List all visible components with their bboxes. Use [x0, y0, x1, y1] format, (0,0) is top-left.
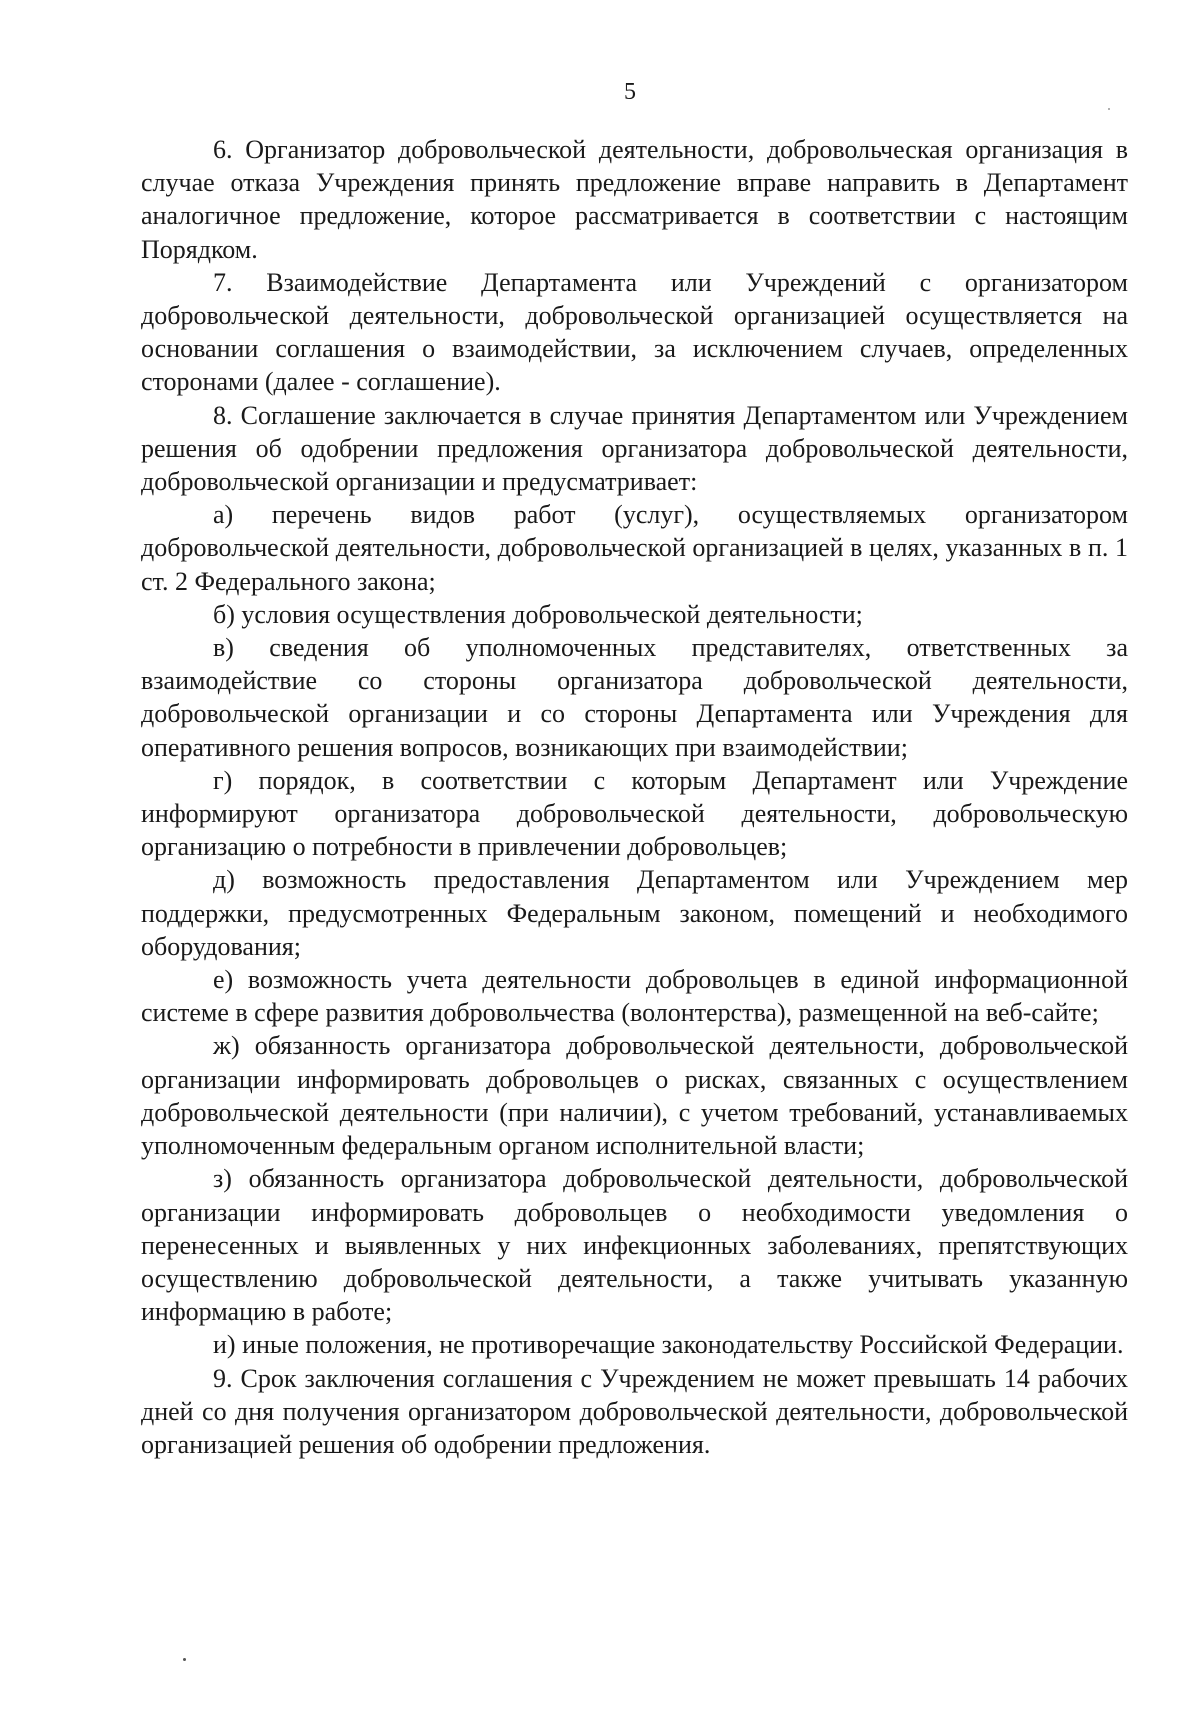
page-number: 5 [624, 79, 636, 105]
list-item-e: е) возможность учета деятельности добровольцев в единой информационной системе в сфере развития добровольчества (волонтерства), размещенной на веб-сайте; [141, 965, 1128, 1028]
list-item-b: б) условия осуществления добровольческой деятельности; [213, 599, 863, 629]
list-item-i: и) иные положения, не противоречащие законодательству Российской Федерации. [213, 1330, 1124, 1360]
paragraph-6: 6. Организатор добровольческой деятельности, добровольческая организация в случае отказа Учреждения принять предложение вправе направить в Департамент аналогичное предложение, которое рассматривается в соответствии с настоящим Порядком. [141, 135, 1128, 264]
paragraph-7: 7. Взаимодействие Департамента или Учреждений с организатором добровольческой деятельности, добровольческой организацией осуществляется на основании соглашения о взаимодействии, за исключением случаев, определенных сторонами (далее - соглашение). [141, 267, 1128, 397]
list-item-z: з) обязанность организатора добровольческой деятельности, добровольческой организации информировать добровольцев о необходимости уведомления о перенесенных и выявленных у них инфекционных заболеваниях, препятствующих осуществлению добровольческой деятельности, а также учитывать указанную информацию в работе; [141, 1164, 1128, 1327]
list-item-d: д) возможность предоставления Департаментом или Учреждением мер поддержки, предусмотренных Федеральным законом, помещений и необходимого оборудования; [141, 865, 1128, 961]
document-body [141, 133, 1128, 1461]
scan-speck [1108, 108, 1110, 110]
list-item-zh: ж) обязанность организатора добровольческой деятельности, добровольческой организации информировать добровольцев о рисках, связанных с осуществлением добровольческой деятельности (при наличии), с учетом требований, устанавливаемых уполномоченным федеральным органом исполнительной власти; [141, 1031, 1128, 1161]
list-item-g: г) порядок, в соответствии с которым Департамент или Учреждение информируют организатора добровольческой деятельности, добровольческую организацию о потребности в привлечении добровольцев; [141, 765, 1128, 862]
list-item-a: а) перечень видов работ (услуг), осуществляемых организатором добровольческой деятельности, добровольческой организацией в целях, указанных в п. 1 ст. 2 Федерального закона; [141, 500, 1128, 596]
scan-speck [183, 1658, 186, 1661]
paragraph-8: 8. Соглашение заключается в случае принятия Департаментом или Учреждением решения об одобрении предложения организатора добровольческой деятельности, добровольческой организации и предусматривает: [141, 400, 1128, 497]
paragraph-9: 9. Срок заключения соглашения с Учреждением не может превышать 14 рабочих дней со дня получения организатором добровольческой деятельности, добровольческой организацией решения об одобрении предложения. [141, 1363, 1128, 1459]
list-item-v: в) сведения об уполномоченных представителях, ответственных за взаимодействие со стороны организатора добровольческой деятельности, добровольческой организации и со стороны Департамента или Учреждения для оперативного решения вопросов, возникающих при взаимодействии; [141, 633, 1128, 762]
